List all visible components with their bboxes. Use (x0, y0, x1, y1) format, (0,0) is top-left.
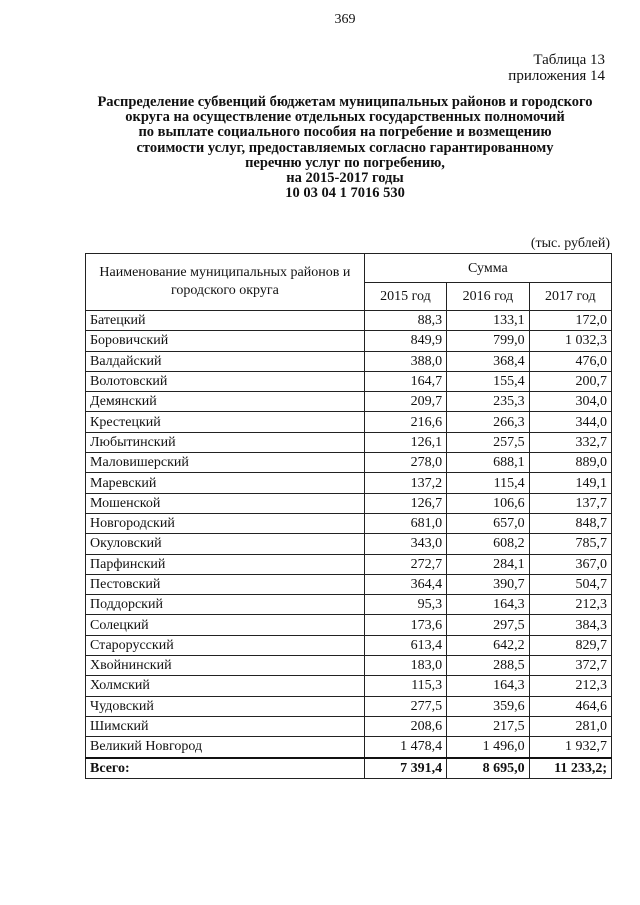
amount-cell: 137,2 (364, 473, 446, 493)
amount-cell: 155,4 (447, 371, 529, 391)
district-name: Маловишерский (86, 453, 365, 473)
amount-cell: 388,0 (364, 351, 446, 371)
district-name: Мошенской (86, 493, 365, 513)
district-name: Батецкий (86, 311, 365, 331)
amount-cell: 164,7 (364, 371, 446, 391)
amount-cell: 476,0 (529, 351, 611, 371)
amount-cell: 137,7 (529, 493, 611, 513)
amount-cell: 183,0 (364, 656, 446, 676)
title-line: Распределение субвенций бюджетам муниципальных районов и городского (97, 94, 593, 110)
table-reference (508, 52, 605, 84)
amount-cell: 200,7 (529, 371, 611, 391)
table-row (86, 656, 612, 676)
amount-cell: 849,9 (364, 331, 446, 351)
amount-cell: 504,7 (529, 574, 611, 594)
amount-cell: 172,0 (529, 311, 611, 331)
amount-cell: 304,0 (529, 392, 611, 412)
table-row (86, 493, 612, 513)
amount-cell: 889,0 (529, 453, 611, 473)
amount-cell: 272,7 (364, 554, 446, 574)
district-name: Старорусский (86, 635, 365, 655)
amount-cell: 657,0 (447, 513, 529, 533)
amount-cell: 1 478,4 (364, 737, 446, 758)
amount-cell: 288,5 (447, 656, 529, 676)
amount-cell: 212,3 (529, 595, 611, 615)
amount-cell: 284,1 (447, 554, 529, 574)
table-row (86, 351, 612, 371)
amount-cell: 266,3 (447, 412, 529, 432)
amount-cell: 608,2 (447, 534, 529, 554)
header-year: 2017 год (529, 283, 611, 311)
amount-cell: 115,3 (364, 676, 446, 696)
amount-cell: 367,0 (529, 554, 611, 574)
amount-cell: 390,7 (447, 574, 529, 594)
amount-cell: 212,3 (529, 676, 611, 696)
district-name: Солецкий (86, 615, 365, 635)
district-name: Валдайский (86, 351, 365, 371)
district-name: Великий Новгород (86, 737, 365, 758)
amount-cell: 281,0 (529, 716, 611, 736)
amount-cell: 95,3 (364, 595, 446, 615)
amount-cell: 785,7 (529, 534, 611, 554)
amount-cell: 8 695,0 (447, 758, 529, 779)
page-number: 369 (334, 12, 356, 27)
table-row (86, 513, 612, 533)
table-row (86, 473, 612, 493)
amount-cell: 209,7 (364, 392, 446, 412)
district-name: Шимский (86, 716, 365, 736)
amount-cell: 613,4 (364, 635, 446, 655)
district-name: Чудовский (86, 696, 365, 716)
amount-cell: 384,3 (529, 615, 611, 635)
table-row (86, 453, 612, 473)
amount-cell: 681,0 (364, 513, 446, 533)
table-row (86, 392, 612, 412)
amount-cell: 464,6 (529, 696, 611, 716)
district-name: Окуловский (86, 534, 365, 554)
amount-cell: 372,7 (529, 656, 611, 676)
district-name: Хвойнинский (86, 656, 365, 676)
district-name: Крестецкий (86, 412, 365, 432)
amount-cell: 278,0 (364, 453, 446, 473)
amount-cell: 1 932,7 (529, 737, 611, 758)
table-row (86, 432, 612, 452)
units-label: (тыс. рублей) (530, 236, 610, 251)
table-row (86, 696, 612, 716)
header-name: Наименование муниципальных районов и городского округа (86, 254, 365, 311)
title-line: стоимости услуг, предоставляемых согласно гарантированному (136, 139, 554, 156)
table-row (86, 574, 612, 594)
amount-cell: 126,1 (364, 432, 446, 452)
amount-cell: 829,7 (529, 635, 611, 655)
amount-cell: 343,0 (364, 534, 446, 554)
amount-cell: 126,7 (364, 493, 446, 513)
table-row (86, 716, 612, 736)
title-line: 10 03 04 1 7016 530 (285, 185, 405, 202)
amount-cell: 106,6 (447, 493, 529, 513)
appendix-number: приложения 14 (508, 68, 605, 84)
district-name: Новгородский (86, 513, 365, 533)
amount-cell: 688,1 (447, 453, 529, 473)
district-name: Всего: (86, 758, 365, 779)
amount-cell: 332,7 (529, 432, 611, 452)
subsidy-table (85, 253, 612, 779)
district-name: Любытинский (86, 432, 365, 452)
header-year: 2016 год (447, 283, 529, 311)
district-name: Волотовский (86, 371, 365, 391)
amount-cell: 364,4 (364, 574, 446, 594)
amount-cell: 642,2 (447, 635, 529, 655)
district-name: Пестовский (86, 574, 365, 594)
amount-cell: 235,3 (447, 392, 529, 412)
amount-cell: 133,1 (447, 311, 529, 331)
amount-cell: 208,6 (364, 716, 446, 736)
table-row (86, 595, 612, 615)
amount-cell: 164,3 (447, 595, 529, 615)
amount-cell: 297,5 (447, 615, 529, 635)
district-name: Поддорский (86, 595, 365, 615)
amount-cell: 217,5 (447, 716, 529, 736)
table-row (86, 635, 612, 655)
amount-cell: 173,6 (364, 615, 446, 635)
amount-cell: 11 233,2; (529, 758, 611, 779)
table-row (86, 412, 612, 432)
district-name: Маревский (86, 473, 365, 493)
district-name: Холмский (86, 676, 365, 696)
amount-cell: 7 391,4 (364, 758, 446, 779)
table-row (86, 371, 612, 391)
amount-cell: 344,0 (529, 412, 611, 432)
total-row (86, 758, 612, 779)
table-number: Таблица 13 (533, 52, 605, 68)
amount-cell: 277,5 (364, 696, 446, 716)
amount-cell: 216,6 (364, 412, 446, 432)
title-line: по выплате социального пособия на погребение и возмещению (138, 124, 552, 141)
table-row (86, 676, 612, 696)
amount-cell: 368,4 (447, 351, 529, 371)
title-line: округа на осуществление отдельных государственных полномочий (125, 109, 565, 126)
table-row (86, 311, 612, 331)
amount-cell: 149,1 (529, 473, 611, 493)
district-name: Демянский (86, 392, 365, 412)
amount-cell: 257,5 (447, 432, 529, 452)
title-line: перечню услуг по погребению, (245, 154, 445, 171)
header-sum: Сумма (364, 254, 611, 283)
document-title (60, 95, 630, 201)
table-row (86, 534, 612, 554)
amount-cell: 848,7 (529, 513, 611, 533)
amount-cell: 88,3 (364, 311, 446, 331)
table-row (86, 737, 612, 758)
header-year: 2015 год (364, 283, 446, 311)
amount-cell: 359,6 (447, 696, 529, 716)
district-name: Боровичский (86, 331, 365, 351)
amount-cell: 799,0 (447, 331, 529, 351)
title-line: на 2015-2017 годы (286, 170, 404, 187)
table-row (86, 554, 612, 574)
district-name: Парфинский (86, 554, 365, 574)
table-row (86, 615, 612, 635)
amount-cell: 1 496,0 (447, 737, 529, 758)
amount-cell: 115,4 (447, 473, 529, 493)
amount-cell: 164,3 (447, 676, 529, 696)
table-row (86, 331, 612, 351)
amount-cell: 1 032,3 (529, 331, 611, 351)
